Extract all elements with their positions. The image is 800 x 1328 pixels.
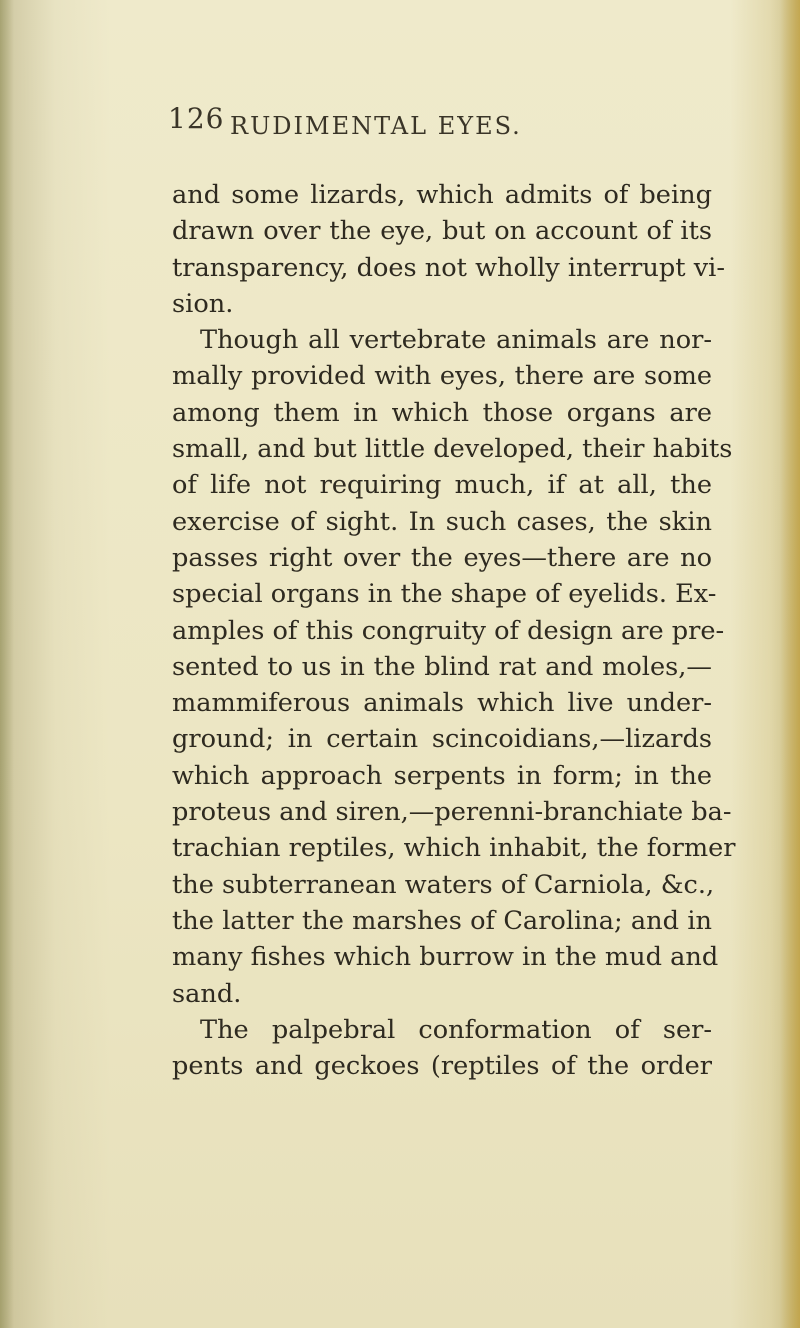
text-line: The palpebral conformation of ser- — [200, 1014, 712, 1045]
text-line: sand. — [172, 978, 242, 1009]
text-line: passes right over the eyes—there are no — [172, 542, 712, 573]
running-head: RUDIMENTAL EYES. — [230, 112, 522, 140]
body-text — [172, 177, 736, 1084]
text-line: Though all vertebrate animals are nor- — [200, 325, 712, 356]
text-line: sion. — [172, 288, 234, 319]
text-line: ground; in certain scincoidians,—lizards — [172, 724, 712, 755]
text-line: the latter the marshes of Carolina; and in — [172, 905, 712, 936]
text-line: many fishes which burrow in the mud and — [172, 942, 719, 973]
text-line: small, and but little developed, their habits — [172, 434, 733, 465]
page-number: 126 — [168, 102, 225, 135]
text-line: which approach serpents in form; in the — [172, 760, 712, 791]
text-line: the subterranean waters of Carniola, &c., — [172, 869, 715, 900]
page-header — [168, 102, 708, 142]
text-line: transparency, does not wholly interrupt vi- — [172, 252, 726, 283]
text-line: sented to us in the blind rat and moles,— — [172, 651, 712, 682]
text-line: amples of this congruity of design are pre- — [172, 615, 725, 646]
text-line: mally provided with eyes, there are some — [172, 361, 712, 392]
text-line: of life not requiring much, if at all, the — [172, 470, 712, 501]
text-line: exercise of sight. In such cases, the skin — [172, 506, 712, 537]
text-line: drawn over the eye, but on account of its — [172, 216, 712, 247]
text-line: trachian reptiles, which inhabit, the former — [172, 833, 736, 864]
text-line: pents and geckoes (reptiles of the order — [172, 1051, 712, 1082]
page-right-edge — [780, 0, 800, 1328]
text-line: special organs in the shape of eyelids. Ex- — [172, 579, 717, 610]
text-line: and some lizards, which admits of being — [172, 180, 712, 210]
page-left-shadow — [0, 0, 14, 1328]
text-line: among them in which those organs are — [172, 397, 712, 428]
text-line: mammiferous animals which live under- — [172, 688, 712, 719]
text-line: proteus and siren,—perenni-branchiate ba- — [172, 797, 732, 828]
